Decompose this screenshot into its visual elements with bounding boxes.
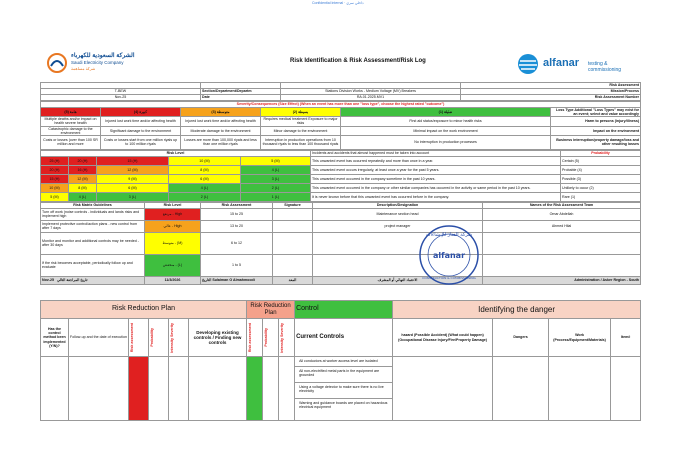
matrix-cell: 9 (M) <box>97 174 169 183</box>
severity-cell: Minimal impact on the work environment <box>341 126 551 135</box>
severity-level-3: (3) متوسطة <box>181 108 261 117</box>
current-control-item: Using a voltage detector to make sure there is no live electricity <box>295 383 392 399</box>
plan-section <box>40 300 640 421</box>
document-title: Risk Identification & Risk Assessment/Risk Log <box>290 58 426 64</box>
current-control-item: All non-electrified metal parts in the equipment are grounded <box>295 367 392 383</box>
current-control-item: All conductors at worker access level are isolated <box>295 357 392 367</box>
severity-cell: Minor damage to the environment <box>261 126 341 135</box>
severity-table <box>40 101 641 150</box>
control-header: Control <box>295 301 393 319</box>
matrix-cell: 12 (M) <box>69 174 97 183</box>
guide-header: Risk Level <box>145 202 201 208</box>
guide-header: Risk Matrix Guidelines <box>41 202 145 208</box>
guide-header: Description/Designation <box>313 202 483 208</box>
severity-cell: Costs or losses (over than 100 SR million and more <box>41 135 101 149</box>
matrix-cell: 16 (H) <box>69 165 97 174</box>
guide-header: Names of the Risk Assessment Team <box>483 202 641 208</box>
matrix-cell: 2 (L) <box>169 192 241 201</box>
team-name: Omar Abdellah <box>483 208 641 220</box>
severity-cell: Costs or losses start from one million riyals up to 100 million riyals <box>101 135 181 149</box>
col-risk-assessment: Risk assessment <box>130 322 134 353</box>
plan-table <box>40 300 641 421</box>
severity-cell: Interruption in production operations from 10 thousand riyals to less than 100 thousand riyals <box>261 135 341 149</box>
probability-value: Certain (5) <box>561 156 641 165</box>
sec-name-arabic: الشركة السعودية للكهرباء <box>71 53 135 59</box>
identifying-danger-header: Identifying the danger <box>393 301 641 319</box>
risk-assessment-label: Risk Assessment <box>461 83 641 89</box>
current-control-item: Warning and guidance boards are placed on hazardous electrical equipment <box>299 401 388 410</box>
guide-text: Implement protective control/action plans - new control from after 7 days <box>41 220 145 232</box>
col-has-control: Has the control method been implemented (Y/N)? <box>41 319 69 357</box>
guide-header: Risk Assessment <box>201 202 273 208</box>
loss-type: Business interruption/property damage/loss and other resulting losses <box>551 135 641 149</box>
col-dangers: Dangers <box>493 319 549 357</box>
matrix-cell: 25 (H) <box>41 156 69 165</box>
section-value: Stations Division Works - Medium Voltage (MV) Breakers <box>281 89 461 95</box>
severity-level-5: (5) هامة <box>41 108 101 117</box>
ra-number-value: RA.01.2025.MV1 <box>281 95 461 101</box>
ra-number-label: Risk Assessment Number <box>461 95 641 101</box>
severity-level-2: (2) بسيطة <box>261 108 341 117</box>
severity-level-1: (1) ضئيلة <box>341 108 551 117</box>
stamp-text-arabic: شركة الفنار للإنشاءات <box>425 232 473 238</box>
alfanar-globe-icon <box>516 52 540 76</box>
guide-row <box>41 232 641 254</box>
meta-table <box>40 82 641 101</box>
probability-desc: It is never known before that this unwanted event has occurred before in the company. <box>311 192 561 201</box>
guide-row <box>41 220 641 232</box>
loss-type-label: Loss Type Additional "Loss Types" may exist for an event; select and value accordingly <box>551 108 641 117</box>
probability-value: Unlikely to occur (2) <box>561 183 641 192</box>
matrix-row <box>41 156 641 165</box>
section-label: Section/Department/Departm <box>201 89 281 95</box>
col-work: Work (Process/Equipment/Materials) <box>549 319 611 357</box>
col-risk-assessment-2: Risk assessment <box>248 322 253 353</box>
risk-matrix <box>40 150 641 202</box>
guide-level: عالي - High <box>145 220 201 232</box>
severity-row <box>41 126 641 135</box>
approval-label: الاعتماد النهائي أو المشرف <box>313 276 483 284</box>
severity-cell: Multiple deaths and/or impact on health severe health <box>41 117 101 126</box>
loss-type: Harm to persons (injury/illness) <box>551 117 641 126</box>
matrix-desc-header: Incidents and accidents that almost happened must be taken into account <box>311 150 561 156</box>
guide-range: 15 to 25 <box>201 208 273 220</box>
matrix-row <box>41 165 641 174</box>
probability-desc: This unwanted event has occurred repeatedly and more than once in a year. <box>311 156 561 165</box>
guide-range: 1 to 5 <box>201 254 273 276</box>
matrix-cell: 3 (L) <box>241 174 311 183</box>
sec-name-english: Saudi Electricity Company <box>71 60 124 65</box>
stamp-sub: CONSTRUCTION & COMMISSIONING <box>422 276 476 280</box>
probability-desc: This unwanted event occurred in the company sometime in the past 10 years. <box>311 174 561 183</box>
guide-level: منخفض - (L) <box>145 254 201 276</box>
severity-cell: First aid status/exposure to minor health risks <box>341 117 551 126</box>
severity-cell: No interruption in production processes <box>341 135 551 149</box>
sec-name-small: شركة مساهمة <box>71 66 96 71</box>
sec-logo-icon <box>46 52 68 74</box>
probability-value: Rare (1) <box>561 192 641 201</box>
probability-header: Probability <box>561 150 641 156</box>
risk-reduction-plan-header: Risk Reduction Plan <box>247 301 295 319</box>
col-current-controls: Current Controls <box>295 319 393 357</box>
matrix-cell: 6 (M) <box>169 174 241 183</box>
matrix-cell: 12 (M) <box>97 165 169 174</box>
date-label: Date <box>201 95 281 101</box>
guide-header: Signature <box>273 202 313 208</box>
alfanar-sub: testing & commissioning <box>588 61 622 73</box>
col-intensity-2: Intensity Severity <box>280 322 285 353</box>
severity-cell: Catastrophic damage to the environment <box>41 126 101 135</box>
severity-row <box>41 135 641 149</box>
severity-cell: Losses are more than 100,000 riyals and less than one million riyals <box>181 135 261 149</box>
col-hazard: hazard (Possible Accident) (What could happen) (Occupational Disease Injury/Fire/Property Damage) <box>393 319 493 357</box>
region-value: Administration / Asker Region - South <box>483 276 641 284</box>
matrix-cell: 20 (H) <box>41 165 69 174</box>
footer-row <box>41 276 641 284</box>
guide-text: Turn off work (noise controls - individuals and lands risks and implement high <box>41 208 145 220</box>
col-probability-2: Probability <box>264 328 269 347</box>
matrix-cell: 5 (M) <box>41 192 69 201</box>
guide-level: متوسط - (M) <box>145 232 201 254</box>
matrix-cell: 10 (M) <box>169 156 241 165</box>
risk-log-sheet <box>40 82 640 285</box>
severity-row <box>41 117 641 126</box>
guide-range: 6 to 12 <box>201 232 273 254</box>
sec-logo <box>46 48 156 80</box>
matrix-row <box>41 192 641 201</box>
meta-code: T-BEW <box>41 89 201 95</box>
matrix-cell: 6 (M) <box>97 183 169 192</box>
team-name: Ahmed Hilal <box>483 220 641 232</box>
col-followup: Follow-up and the date of execution <box>69 319 129 357</box>
alfanar-name: alfanar <box>543 57 580 69</box>
severity-cell: Moderate damage to the environment <box>181 126 261 135</box>
matrix-cell: 20 (H) <box>69 156 97 165</box>
matrix-cell: 8 (M) <box>69 183 97 192</box>
col-existing-controls: Developing existing controls / Finding new controls <box>189 319 247 357</box>
assessor-name: Sulaiman O Almahmoodi <box>212 278 255 283</box>
loss-type: Impact on the environment <box>551 126 641 135</box>
matrix-row <box>41 183 641 192</box>
matrix-cell: 8 (M) <box>169 165 241 174</box>
col-probability: Probability <box>150 328 154 347</box>
guide-row <box>41 208 641 220</box>
matrix-cell: 2 (L) <box>241 183 311 192</box>
team-designation: project manager <box>313 220 483 232</box>
probability-desc: This unwanted event occurs irregularly, at least once a year for the past 5 years. <box>311 165 561 174</box>
severity-cell: Requires medical treatment Exposure to major risks <box>261 117 341 126</box>
plan-row <box>41 357 641 421</box>
meta-date: Nov-25 <box>41 95 201 101</box>
team-designation: Maintenance section head <box>313 208 483 220</box>
assessment-date: 11/3/2026 <box>145 276 201 284</box>
reduction-plan-header: Risk Reduction Plan <box>41 301 247 319</box>
company-stamp <box>418 224 480 286</box>
guide-range: 13 to 20 <box>201 220 273 232</box>
alfanar-logo <box>516 50 640 78</box>
matrix-cell: 15 (H) <box>97 156 169 165</box>
matrix-cell: 3 (L) <box>97 192 169 201</box>
stamp-text-english: alfanar <box>432 251 466 260</box>
matrix-cell: 5 (M) <box>241 156 311 165</box>
matrix-cell: 4 (L) <box>69 192 97 201</box>
guide-level: مرتفع - High <box>145 208 201 220</box>
probability-desc: This unwanted event occurred in the company or other similar companies has occurred in the activity or same period in the past 10 years. <box>311 183 561 192</box>
confidentiality-note: Confidential Internal · داخلي سري <box>312 1 364 5</box>
risk-level-header: Risk Level <box>41 150 311 156</box>
matrix-cell: 1 (L) <box>241 192 311 201</box>
guidelines-table <box>40 202 641 285</box>
assessor-label: المعد <box>273 276 313 284</box>
severity-level-4: (4) كبيرة <box>101 108 181 117</box>
matrix-cell: 4 (L) <box>241 165 311 174</box>
guide-text: Monitor and monitor and additional controls may be needed - after 30 days <box>41 232 145 254</box>
matrix-cell: 4 (L) <box>169 183 241 192</box>
col-item: Item# <box>611 319 641 357</box>
severity-cell: Injured lost work time and/or affecting health <box>101 117 181 126</box>
matrix-cell: 10 (M) <box>41 183 69 192</box>
guide-text: If the risk becomes acceptable, periodically follow up and evaluate <box>41 254 145 276</box>
guide-row <box>41 254 641 276</box>
col-intensity: Intensity Severity <box>170 322 174 353</box>
review-date: Nov-25 <box>42 278 54 283</box>
severity-cell: Significant damage to the environment <box>101 126 181 135</box>
review-date-label: تاريخ المراجعة التالي <box>56 278 88 283</box>
probability-value: Probable (4) <box>561 165 641 174</box>
mission-label: Mission/Process <box>461 89 641 95</box>
assessment-date-label: التاريخ <box>202 278 212 283</box>
matrix-row <box>41 174 641 183</box>
severity-cell: Injured lost work time and/or affecting health <box>181 117 261 126</box>
severity-header: Severity/Consequences (Size Effect) (When an event has more than one "loss type", choose the highest rated "outcome") <box>41 102 641 108</box>
probability-value: Possible (3) <box>561 174 641 183</box>
matrix-cell: 15 (H) <box>41 174 69 183</box>
